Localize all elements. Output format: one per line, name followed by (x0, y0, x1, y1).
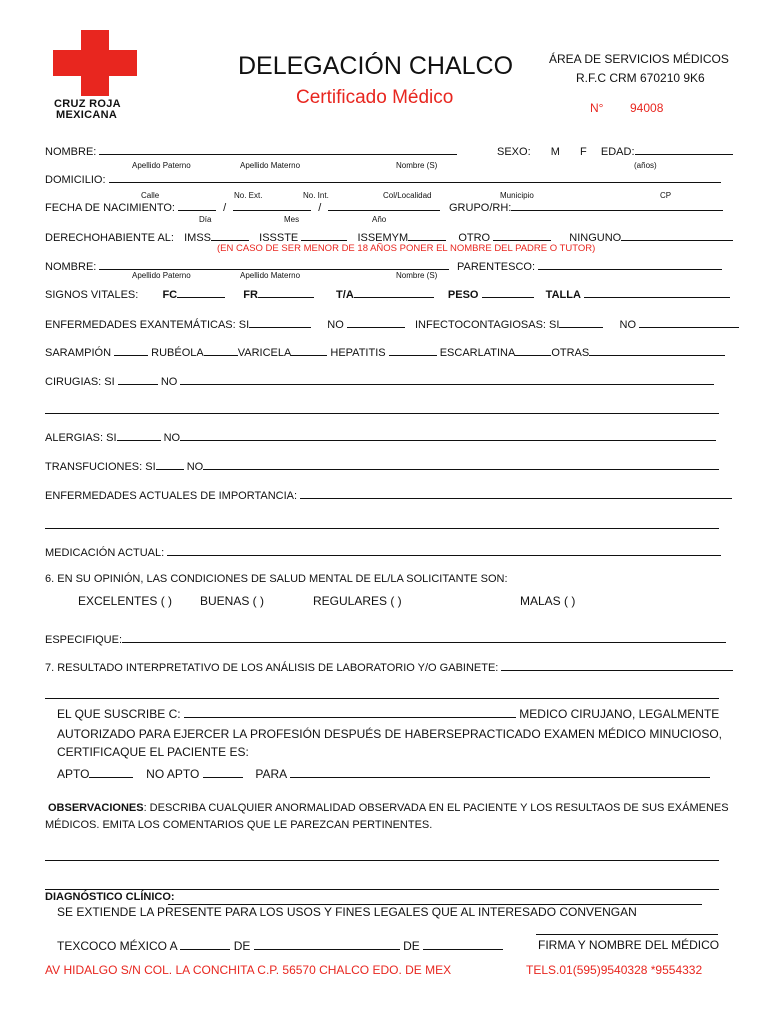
fr-input[interactable] (258, 286, 314, 298)
sub-col: Col/Localidad (383, 191, 432, 200)
sub-apellido-paterno-2: Apellido Paterno (132, 271, 191, 280)
otro-input[interactable] (493, 229, 551, 241)
area-label: ÁREA DE SERVICIOS MÉDICOS (549, 52, 729, 66)
ninguno-label: NINGUNO (569, 232, 622, 244)
enf-actuales-input[interactable] (300, 487, 732, 499)
edad-input[interactable] (635, 143, 733, 155)
apto-label: APTO (57, 767, 90, 781)
exantematicas-no-input[interactable] (347, 316, 405, 328)
hepatitis-input[interactable] (389, 344, 437, 356)
otras-label: OTRAS (551, 347, 590, 359)
signos-row (45, 286, 730, 301)
issste-label: ISSSTE (259, 232, 299, 244)
medicacion-label: MEDICACIÓN ACTUAL: (45, 547, 165, 559)
nombre-label: NOMBRE: (45, 146, 97, 158)
especifique-label: ESPECIFIQUE: (45, 634, 123, 646)
excelentes-option[interactable]: EXCELENTES ( ) (78, 594, 173, 608)
exantematicas-label: ENFERMEDADES EXANTEMÁTICAS: SI (45, 319, 250, 331)
mes-input[interactable] (254, 938, 400, 950)
fecha-label: FECHA DE NACIMIENTO: (45, 202, 175, 214)
dia-input[interactable] (180, 938, 230, 950)
fecha-ano-input[interactable] (328, 199, 440, 211)
sexo-f[interactable]: F (580, 146, 587, 158)
observaciones-text: : DESCRIBA CUALQUIER ANORMALIDAD OBSERVADA EN EL PACIENTE Y LOS RESULTAOS DE SUS EXÁMENES (143, 802, 729, 814)
sarampion-input[interactable] (114, 344, 148, 356)
infecto-no-input[interactable] (639, 316, 739, 328)
suscribe-input[interactable] (184, 706, 516, 718)
para-label: PARA (255, 767, 287, 781)
apto-input[interactable] (89, 766, 133, 778)
alergias-no-label: NO (163, 432, 181, 444)
exantematicas-row (45, 316, 739, 331)
q7-input[interactable] (501, 659, 733, 671)
footer-address: AV HIDALGO S/N COL. LA CONCHITA C.P. 56570 CHALCO EDO. DE MEX (45, 963, 452, 977)
firma-label: FIRMA Y NOMBRE DEL MÉDICO (538, 938, 720, 952)
exantematicas-no-label: NO (327, 319, 344, 331)
extiende-text: SE EXTIENDE LA PRESENTE PARA LOS USOS Y FINES LEGALES QUE AL INTERESADO CONVENGAN (57, 905, 637, 919)
nombre-tutor-label: NOMBRE: (45, 261, 97, 273)
signos-label: SIGNOS VITALES: (45, 289, 139, 301)
autorizado-text: AUTORIZADO PARA EJERCER LA PROFESIÓN DESPUÉS DE HABERSEPRACTICADO EXAMEN MÉDICO MINUCIOSO, (57, 727, 723, 741)
enf-actuales-extra-line[interactable] (45, 528, 719, 529)
sub-anos: (años) (634, 161, 657, 170)
domicilio-input[interactable] (109, 171, 721, 183)
parentesco-row (457, 258, 722, 273)
medicacion-row (45, 544, 721, 559)
rfc-label: R.F.C CRM 670210 9K6 (576, 71, 705, 85)
especifique-input[interactable] (122, 631, 726, 643)
alergias-no-input[interactable] (180, 429, 716, 441)
alergias-label: ALERGIAS: SI (45, 432, 117, 444)
sub-nombres: Nombre (S) (396, 161, 438, 170)
medicacion-input[interactable] (167, 544, 721, 556)
suscribe-label: EL QUE SUSCRIBE C: (57, 707, 181, 721)
sub-calle: Calle (141, 191, 160, 200)
observaciones-line-1[interactable] (45, 860, 719, 861)
transfusiones-row (45, 458, 719, 473)
de-label-2: DE (403, 939, 420, 953)
observaciones-row (48, 802, 729, 814)
sexo-row (497, 143, 733, 158)
page-subtitle: Certificado Médico (296, 87, 454, 108)
malas-option[interactable]: MALAS ( ) (520, 594, 576, 608)
sexo-label: SEXO: (497, 146, 531, 158)
org-name-line1: CRUZ ROJA (54, 98, 121, 110)
red-cross-logo (53, 30, 137, 96)
peso-label: PESO (447, 289, 479, 301)
page-title: DELEGACIÓN CHALCO (238, 52, 514, 80)
cirugias-si-input[interactable] (118, 373, 158, 385)
nombre-tutor-input[interactable] (99, 258, 449, 270)
sub-ano: Año (372, 215, 387, 224)
talla-input[interactable] (584, 286, 730, 298)
sub-apellido-materno: Apellido Materno (240, 161, 301, 170)
cirugias-row (45, 373, 714, 388)
enf-actuales-row (45, 487, 732, 502)
derecho-label: DERECHOHABIENTE AL: (45, 232, 174, 244)
varicela-input[interactable] (291, 344, 327, 356)
medico-label: MEDICO CIRUJANO, LEGALMENTE (519, 707, 720, 721)
fecha-dia-input[interactable] (178, 199, 216, 211)
footer-phones: TELS.01(595)9540328 *9554332 (526, 963, 703, 977)
transfusiones-si-input[interactable] (156, 458, 184, 470)
rubeola-input[interactable] (204, 344, 238, 356)
nombre-input[interactable] (99, 143, 457, 155)
diagnostico-label: DIAGNÓSTICO CLÍNICO: (45, 891, 175, 903)
fc-input[interactable] (177, 286, 225, 298)
transfusiones-label: TRANSFUCIONES: SI (45, 461, 156, 473)
escarlatina-input[interactable] (515, 344, 551, 356)
issemym-label: ISSEMYM (357, 232, 409, 244)
ta-input[interactable] (354, 286, 434, 298)
suscribe-row (57, 706, 719, 721)
folio-label: N° (590, 101, 604, 115)
fecha-mes-input[interactable] (233, 199, 311, 211)
q7-question: 7. RESULTADO INTERPRETATIVO DE LOS ANÁLISIS DE LABORATORIO Y/O GABINETE: (45, 662, 499, 674)
sexo-m[interactable]: M (550, 146, 560, 158)
observaciones-line-2[interactable] (45, 889, 719, 890)
transfusiones-no-input[interactable] (203, 458, 719, 470)
firma-line[interactable] (536, 934, 718, 935)
fc-label: FC (162, 289, 178, 301)
otro-label: OTRO (458, 232, 491, 244)
alergias-si-input[interactable] (117, 429, 161, 441)
lugar-fecha-row (57, 938, 503, 953)
menor-note: (EN CASO DE SER MENOR DE 18 AÑOS PONER EL NOMBRE DEL PADRE O TUTOR) (217, 243, 596, 254)
domicilio-label: DOMICILIO: (45, 174, 106, 186)
enf-actuales-label: ENFERMEDADES ACTUALES DE IMPORTANCIA: (45, 490, 298, 502)
infecto-si-input[interactable] (559, 316, 603, 328)
sub-apellido-paterno: Apellido Paterno (132, 161, 191, 170)
sub-mes: Mes (284, 215, 300, 224)
q7-row (45, 659, 733, 674)
texcoco-label: TEXCOCO MÉXICO A (57, 939, 178, 953)
cirugias-no-label: NO (160, 376, 178, 388)
fr-label: FR (243, 289, 258, 301)
rubeola-label: RUBÉOLA (151, 347, 204, 359)
infecto-no-label: NO (619, 319, 637, 331)
alergias-row (45, 429, 716, 444)
cirugias-extra-line[interactable] (45, 413, 719, 414)
sarampion-label: SARAMPIÓN (45, 347, 112, 359)
imss-input[interactable] (211, 229, 249, 241)
q6-question: 6. EN SU OPINIÓN, LAS CONDICIONES DE SALUD MENTAL DE EL/LA SOLICITANTE SON: (45, 573, 508, 585)
sub-nombres-2: Nombre (S) (396, 271, 438, 280)
nombre-row (45, 143, 457, 158)
observaciones-label: OBSERVACIONES (48, 802, 144, 814)
imss-label: IMSS (184, 232, 212, 244)
sub-municipio: Municipio (500, 191, 534, 200)
issemym-input[interactable] (408, 229, 446, 241)
ta-label: T/A (336, 289, 354, 301)
cirugias-no-input[interactable] (180, 373, 714, 385)
peso-input[interactable] (482, 286, 534, 298)
escarlatina-label: ESCARLATINA (439, 347, 516, 359)
transfusiones-no-label: NO (186, 461, 204, 473)
sub-cp: CP (660, 191, 672, 200)
otras-input[interactable] (589, 344, 725, 356)
cirugias-label: CIRUGIAS: SI (45, 376, 115, 388)
sub-dia: Día (199, 215, 212, 224)
folio-number: 94008 (630, 101, 664, 115)
infecto-label: INFECTOCONTAGIOSAS: SI (414, 319, 560, 331)
sub-apellido-materno-2: Apellido Materno (240, 271, 301, 280)
fecha-row: FECHA DE NACIMIENTO: / / (45, 199, 440, 214)
regulares-option[interactable]: REGULARES ( ) (313, 594, 402, 608)
observaciones-text-2: MÉDICOS. EMITA LOS COMENTARIOS QUE LE PAREZCAN PERTINENTES. (45, 819, 433, 831)
buenas-option[interactable]: BUENAS ( ) (200, 594, 265, 608)
hepatitis-label: HEPATITIS (330, 347, 386, 359)
edad-label: EDAD: (600, 146, 635, 158)
para-input[interactable] (290, 766, 710, 778)
ano-input[interactable] (423, 938, 503, 950)
certifica-text: CERTIFICAQUE EL PACIENTE ES: (57, 745, 249, 759)
ninguno-input[interactable] (621, 229, 733, 241)
sub-no-int: No. Int. (303, 191, 329, 200)
grupo-row (449, 199, 723, 214)
org-name-line2: MEXICANA (56, 109, 118, 121)
q7-extra-line[interactable] (45, 698, 719, 699)
no-apto-label: NO APTO (146, 767, 200, 781)
grupo-label: GRUPO/RH: (449, 202, 512, 214)
grupo-input[interactable] (511, 199, 723, 211)
domicilio-row (45, 171, 721, 186)
issste-input[interactable] (301, 229, 347, 241)
exantematicas-si-input[interactable] (249, 316, 311, 328)
especifique-row (45, 631, 726, 646)
parentesco-label: PARENTESCO: (457, 261, 536, 273)
parentesco-input[interactable] (538, 258, 722, 270)
de-label-1: DE (233, 939, 251, 953)
enfermedades-row (45, 344, 725, 359)
varicela-label: VARICELA (237, 347, 292, 359)
no-apto-input[interactable] (203, 766, 243, 778)
derecho-row (45, 229, 733, 244)
talla-label: TALLA (545, 289, 581, 301)
sub-no-ext: No. Ext. (234, 191, 263, 200)
apto-row (57, 766, 710, 781)
